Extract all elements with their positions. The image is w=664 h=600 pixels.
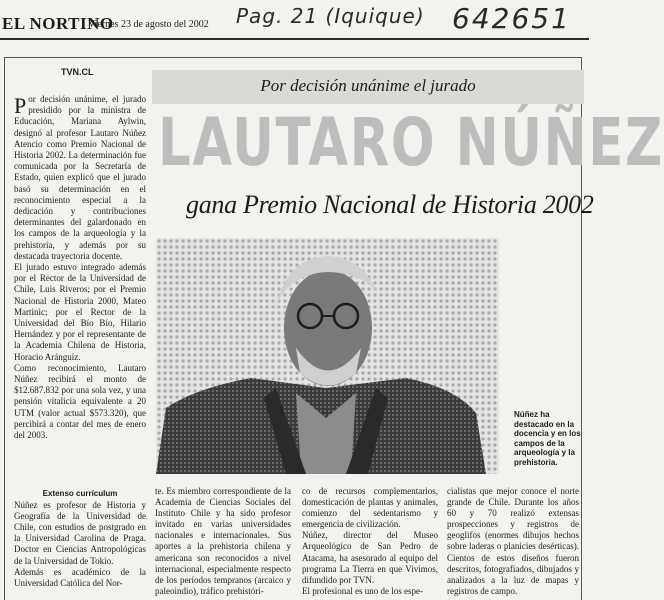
photo-caption: Núñez ha destacado en la docencia y en los campos de la arqueología y la prehistoria.	[514, 410, 581, 467]
body-paragraph-curriculum: Núñez es profesor de Historia y Geografía de la Universidad de Chile, con estudios de postgrado en la Universidad Carolina de Praga. Doctor en Ciencias Antropológicas de la Universidad de Tokio.	[14, 500, 146, 566]
body-column-1	[14, 488, 146, 589]
body-paragraph-resources: co de recursos complementarios, domesticación de plantas y animales, comienzo del sedentarismo y emergencia de civilización.	[302, 486, 438, 530]
portrait-photo	[156, 238, 499, 474]
article-border-left	[4, 57, 5, 600]
publication-date: Viernes 23 de agosto del 2002	[88, 19, 209, 30]
newspaper-name: EL NORTINO	[2, 14, 114, 33]
body-paragraph-award: Como reconocimiento, Lautaro Núñez recibirá el monto de $12.687.832 por una sola vez, y una pensión vitalicia equivalente a 20 UTM (valor actual $573.320), que percibirá a contar del mes de enero del 2003.	[14, 362, 146, 441]
lead-text: or decisión unánime, el jurado presidido por la ministra de Educación, Mariana Aylwin, designó al profesor Lautaro Núñez Atencio como Premio Nacional de Historia 2002. La determinación fue comunicada por la Secretaría de Estado, quien explicó que el jurado basó su determinación en el reconocimiento especial a la dedicación y contribuciones determinantes del galardonado en los campos de la arqueología y la prehistoria, y además por su destacada trayectoria docente.	[14, 94, 146, 261]
body-paragraph-museum: Núñez, director del Museo Arqueológico de San Pedro de Atacama, ha asesorado al equipo del programa La Tierra en que Vivimos, difundido por TVN.	[302, 530, 438, 585]
header-rule	[0, 38, 589, 40]
lead-paragraph	[14, 94, 146, 262]
handwritten-archive-number: 642651	[452, 2, 571, 35]
drop-cap: P	[14, 93, 27, 118]
body-column-2	[155, 486, 291, 597]
portrait-image	[156, 238, 499, 474]
article-headline: LAUTARO NÚÑEZ	[158, 104, 664, 181]
body-column-4	[447, 486, 579, 597]
lead-column	[14, 94, 146, 441]
article-deck: gana Premio Nacional de Historia 2002	[186, 190, 594, 219]
body-paragraph-academic: Además es académico de la Universidad Católica del Nor-	[14, 566, 146, 588]
handwritten-page-note: Pag. 21 (Iquique)	[236, 4, 425, 28]
article-border-top	[4, 57, 582, 58]
article-kicker: Por decisión unánime el jurado	[260, 76, 476, 95]
article-source: TVN.CL	[61, 67, 94, 77]
body-paragraph-contributions: te. Es miembro correspondiente de la Academia de Ciencias Sociales del Instituto Chile y ha sido profesor invitado en varias universidades nacionales e internacionales. Sus aportes a la prehistoria chilena y americana son reconocidos a nivel internacional, especialmente respecto de los períodos tempranos (arcaico y paleoindio), tráfico prehistóri-	[155, 486, 291, 596]
section-subhead: Extenso currículum	[42, 489, 118, 498]
body-paragraph-geoglyphs: cialistas que mejor conoce el norte grande de Chile. Durante los años 60 y 70 realizó extensas prospecciones y registros de geoglifos (enormes dibujos hechos sobre laderas o planicies desérticas). Cientos de estos diseños fueron descritos, fotografiados, dibujados y analizados a la luz de mapas y registros de campo.	[447, 486, 579, 596]
body-column-3	[302, 486, 438, 597]
body-paragraph-specialist: El profesional es uno de los espe-	[302, 585, 423, 596]
body-paragraph-jury: El jurado estuvo integrado además por el Rector de la Universidad de Chile, Luis Riveros; por el Premio Nacional de Historia 2000, Mateo Martinic; por el Rector de la Universidad del Bío Bío, Hilario Hernández y por el representante de la Academia Chilena de Historia, Horacio Aránguiz.	[14, 262, 146, 362]
